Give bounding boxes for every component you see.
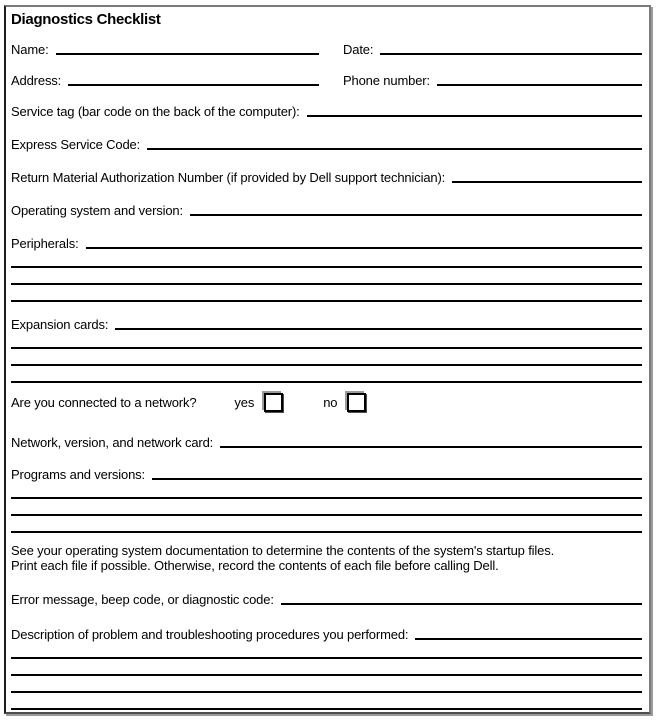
date-label: Date: [343, 42, 374, 57]
write-line [11, 285, 642, 302]
express-service-code-label: Express Service Code: [11, 137, 141, 152]
write-line [11, 482, 642, 499]
name-date-row [11, 37, 642, 57]
description-row [11, 622, 642, 642]
programs-row [11, 462, 642, 482]
write-line [11, 676, 642, 693]
write-line [11, 659, 642, 676]
expansion-cards-row [11, 312, 642, 332]
name-field [11, 42, 319, 57]
write-line [11, 499, 642, 516]
peripherals-write-line [86, 247, 642, 249]
rma-write-line [452, 181, 642, 183]
peripherals-extra-lines [11, 251, 642, 302]
network-detail-row [11, 430, 642, 450]
yes-checkbox[interactable] [264, 393, 283, 412]
operating-system-label: Operating system and version: [11, 203, 183, 218]
address-phone-row [11, 68, 642, 88]
phone-label: Phone number: [343, 73, 430, 88]
write-line [11, 366, 642, 383]
date-field [343, 42, 642, 57]
write-line [11, 516, 642, 533]
expansion-cards-write-line [115, 328, 642, 330]
form-title: Diagnostics Checklist [11, 11, 161, 28]
operating-system-row [11, 198, 642, 218]
error-code-write-line [281, 603, 642, 605]
note-line-2: Print each file if possible. Otherwise, record the contents of each file before calling Dell. [11, 558, 499, 573]
no-checkbox[interactable] [347, 393, 366, 412]
network-question-label: Are you connected to a network? [11, 394, 197, 410]
rma-number-row [11, 165, 642, 185]
write-line [11, 642, 642, 659]
name-write-line [56, 53, 319, 55]
express-service-code-row [11, 132, 642, 152]
yes-label: yes [234, 394, 255, 410]
write-line [11, 349, 642, 366]
programs-write-line [152, 478, 642, 480]
network-question-row [11, 391, 642, 413]
service-tag-write-line [307, 115, 642, 117]
phone-field [343, 73, 642, 88]
phone-write-line [437, 84, 642, 86]
diagnostics-checklist-form [4, 5, 651, 714]
programs-extra-lines [11, 482, 642, 533]
service-tag-row [11, 99, 642, 119]
description-label: Description of problem and troubleshooting procedures you performed: [11, 627, 409, 642]
write-line [11, 693, 642, 710]
error-code-label: Error message, beep code, or diagnostic code: [11, 592, 274, 607]
operating-system-write-line [190, 214, 642, 216]
write-line [11, 251, 642, 268]
peripherals-label: Peripherals: [11, 236, 79, 251]
peripherals-row [11, 231, 642, 251]
error-code-row [11, 587, 642, 607]
date-write-line [380, 53, 642, 55]
address-label: Address: [11, 73, 62, 88]
rma-number-label: Return Material Authorization Number (if provided by Dell support technician): [11, 170, 446, 185]
network-detail-write-line [220, 446, 642, 448]
name-label: Name: [11, 42, 49, 57]
description-write-line [415, 638, 642, 640]
address-write-line [68, 84, 319, 86]
network-detail-label: Network, version, and network card: [11, 435, 214, 450]
note-line-1: See your operating system documentation to determine the contents of the system's startup files. [11, 543, 555, 558]
startup-files-note [11, 543, 642, 573]
address-field [11, 73, 319, 88]
no-label: no [323, 394, 338, 410]
expansion-cards-extra-lines [11, 332, 642, 383]
express-service-code-write-line [147, 148, 642, 150]
service-tag-label: Service tag (bar code on the back of the computer): [11, 104, 300, 119]
write-line [11, 332, 642, 349]
write-line [11, 268, 642, 285]
description-extra-lines [11, 642, 642, 710]
programs-label: Programs and versions: [11, 467, 145, 482]
expansion-cards-label: Expansion cards: [11, 317, 109, 332]
